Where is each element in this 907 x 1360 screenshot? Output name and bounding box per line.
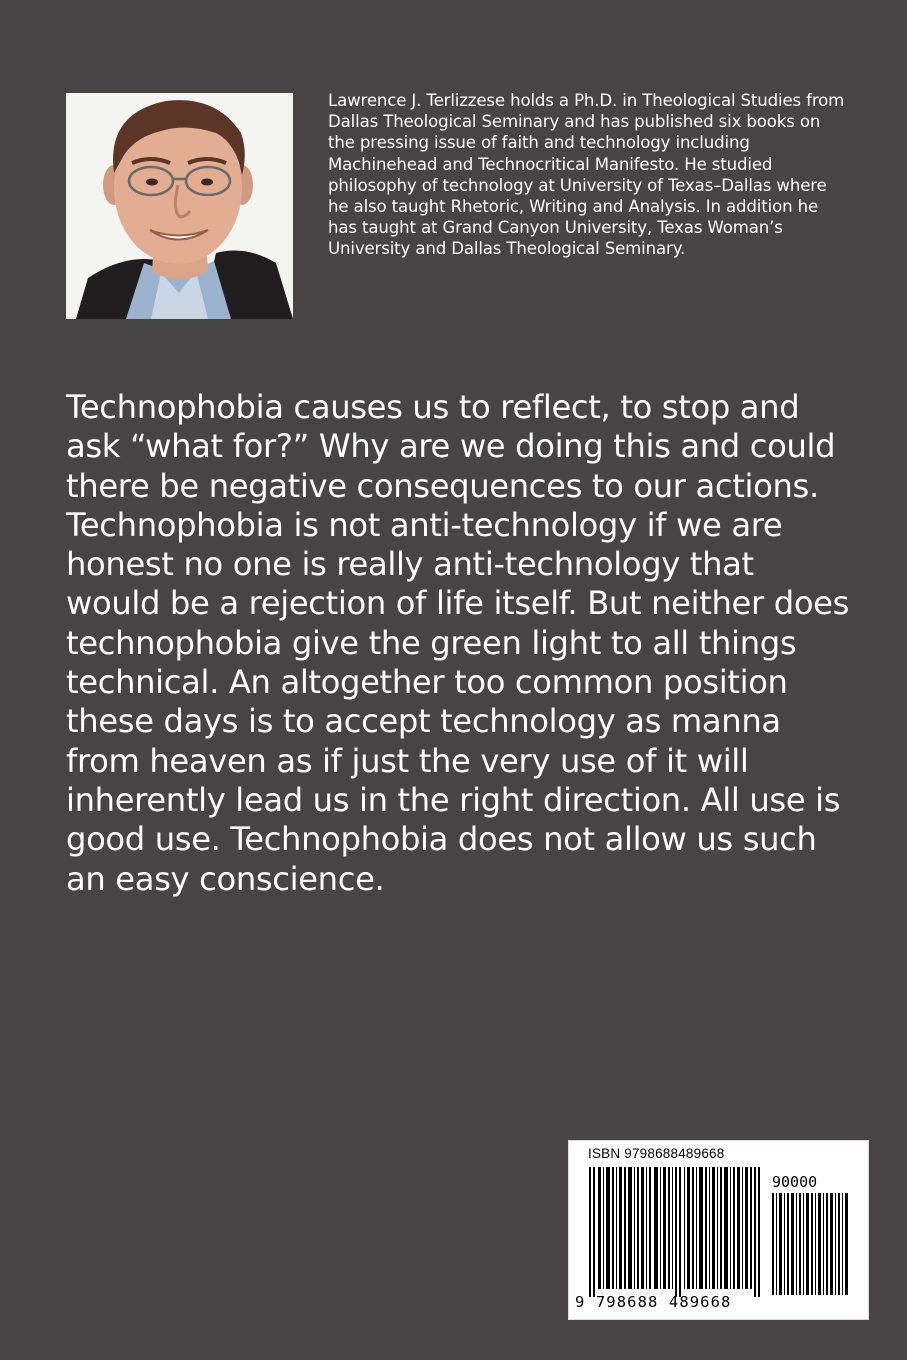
isbn-digits: 9 798688 489668 — [575, 1293, 732, 1311]
back-cover-blurb: Technophobia causes us to reflect, to stop and ask “what for?” Why are we doing this and could there be negative consequences to our actions. Technophobia is not anti-technology if we are honest no one is really anti-technology that would be a rejection of life itself. But neither does technophobia give the green light to all things technical. An altogether too common position these days is to accept technology as manna from heaven as if just the very use of it will inherently lead us in the right direction. All use is good use. Technophobia does not allow us such an easy conscience. — [66, 388, 850, 898]
isbn-barcode-block — [568, 1140, 869, 1320]
isbn-label: ISBN 9798688489668 — [588, 1146, 725, 1161]
author-photo — [66, 93, 293, 319]
price-code: 90000 — [772, 1173, 818, 1191]
author-bio: Lawrence J. Terlizzese holds a Ph.D. in Theological Studies from Dallas Theological Seminary and has published six books on the pressing issue of faith and technology including Machinehead and Technocritical Manifesto. He studied philosophy of technology at University of Texas–Dallas where he also taught Rhetoric, Writing and Analysis. In addition he has taught at Grand Canyon University, Texas Woman’s University and Dallas Theological Seminary. — [328, 91, 845, 259]
author-portrait-illustration — [66, 93, 293, 319]
